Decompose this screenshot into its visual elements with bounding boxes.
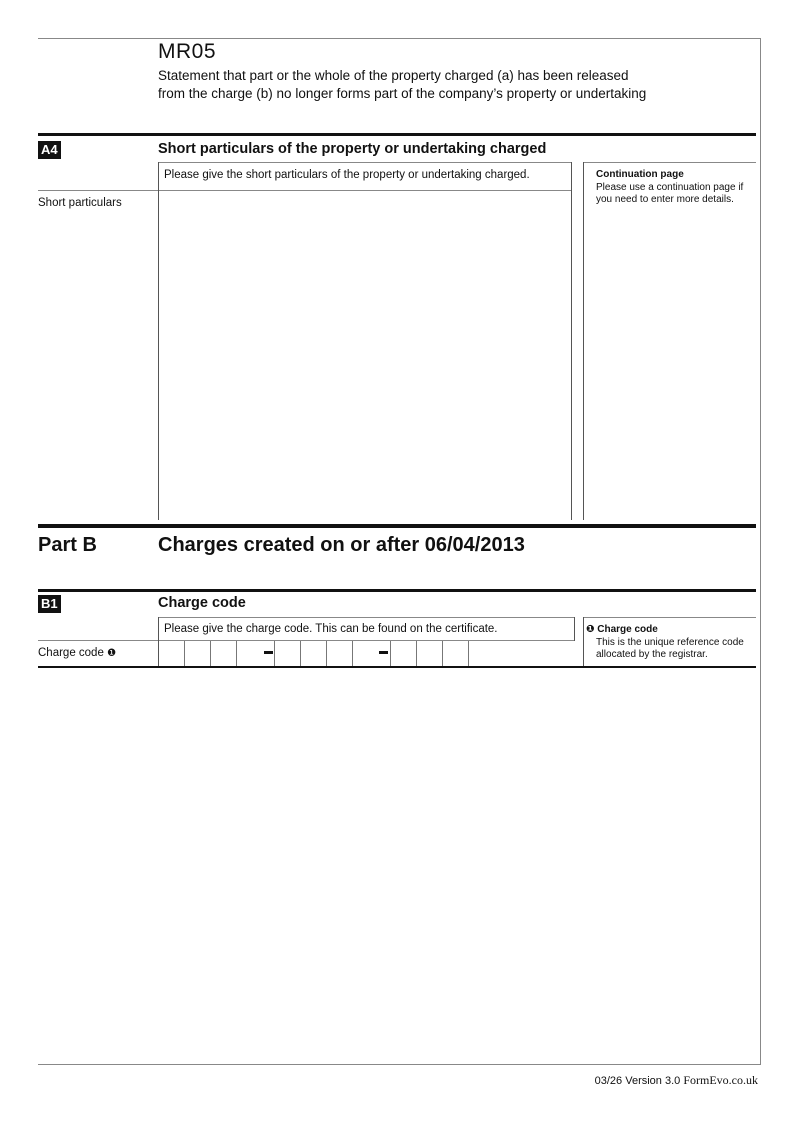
section-b1-instruction: Please give the charge code. This can be found on the certificate.	[164, 623, 498, 635]
charge-code-separator-1	[264, 651, 273, 654]
part-b-label: Part B	[38, 534, 97, 556]
section-a4-badge: A4	[38, 141, 61, 159]
charge-code-note-text-1: This is the unique reference code	[596, 636, 744, 648]
part-b-title: Charges created on or after 06/04/2013	[158, 534, 525, 556]
continuation-page-text-1: Please use a continuation page if	[596, 181, 744, 193]
continuation-page-title: Continuation page	[596, 169, 684, 180]
section-b1-title-underline	[158, 617, 574, 618]
section-b1-sidebar-left	[583, 617, 584, 666]
note-1-marker-sidebar: ❶	[586, 624, 595, 635]
charge-code-box-8[interactable]	[390, 641, 416, 666]
form-description	[158, 67, 718, 103]
top-border	[38, 38, 761, 39]
charge-code-label-text: Charge code	[38, 647, 104, 659]
form-code: MR05	[158, 40, 217, 63]
section-a4-sidebar-topline	[583, 162, 756, 163]
charge-code-box-10[interactable]	[442, 641, 468, 666]
charge-code-note-title: Charge code	[597, 624, 658, 635]
section-a4-title-underline	[158, 162, 571, 163]
charge-code-box-7[interactable]	[352, 641, 378, 666]
part-b-top-rule	[38, 524, 756, 528]
form-description-line-2: from the charge (b) no longer forms part of the company’s property or undertaking	[158, 86, 647, 101]
short-particulars-label: Short particulars	[38, 197, 122, 209]
charge-code-box-5[interactable]	[300, 641, 326, 666]
continuation-page-note	[596, 169, 756, 207]
charge-code-label-line	[38, 640, 158, 641]
charge-code-box-6[interactable]	[326, 641, 352, 666]
bottom-border	[38, 1064, 761, 1065]
section-a4-top-rule	[38, 133, 756, 136]
charge-code-separator-2	[379, 651, 388, 654]
charge-code-note	[586, 624, 756, 662]
section-b1-bottom-rule	[38, 666, 756, 668]
section-b1-badge: B1	[38, 595, 61, 613]
charge-code-note-text-2: allocated by the registrar.	[596, 649, 708, 660]
field-left-border	[158, 162, 159, 520]
section-b1-field-left	[158, 617, 159, 666]
note-1-marker: ❶	[107, 648, 117, 659]
form-description-line-1: Statement that part or the whole of the property charged (a) has been released	[158, 68, 629, 83]
charge-code-box-9[interactable]	[416, 641, 442, 666]
short-particulars-field[interactable]	[160, 192, 572, 521]
section-b1-top-rule	[38, 589, 756, 592]
charge-code-box-3[interactable]	[236, 641, 262, 666]
charge-code-box-4[interactable]	[274, 641, 300, 666]
section-a4-title: Short particulars of the property or undertaking charged	[158, 141, 547, 157]
sidebar-left-border	[583, 162, 584, 520]
charge-code-note-title-row	[586, 624, 756, 637]
section-b1-title: Charge code	[158, 595, 246, 611]
charge-code-box-2[interactable]	[210, 641, 236, 666]
right-border	[760, 38, 761, 1065]
section-a4-instruction-underline	[158, 190, 571, 191]
section-a4-instruction: Please give the short particulars of the property or undertaking charged.	[164, 169, 530, 181]
charge-code-box-1[interactable]	[184, 641, 210, 666]
section-b1-field-right	[574, 617, 575, 641]
continuation-page-text-2: you need to enter more details.	[596, 194, 734, 205]
charge-code-box-11[interactable]	[468, 641, 494, 666]
footer	[595, 1073, 758, 1088]
footer-version: 03/26 Version 3.0	[594, 1075, 681, 1087]
section-b1-sidebar-topline	[583, 617, 756, 618]
footer-brand: FormEvo.co.uk	[683, 1073, 758, 1087]
charge-code-label	[38, 647, 116, 659]
label-column-line	[38, 190, 158, 191]
